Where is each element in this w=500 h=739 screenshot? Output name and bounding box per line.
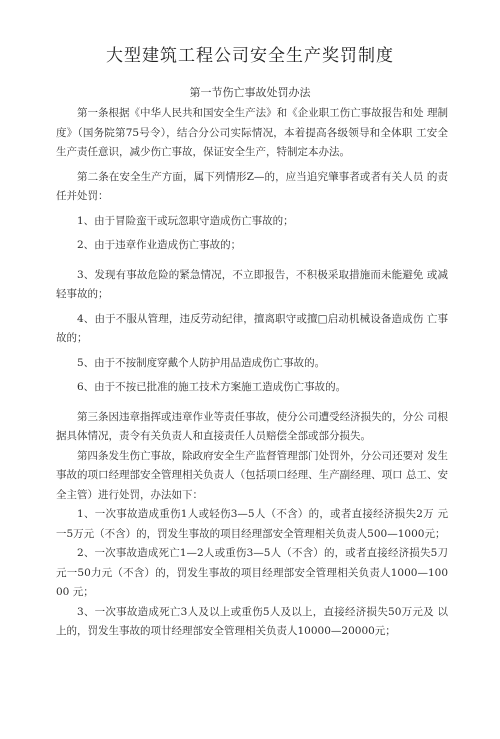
list-item-2: 2、由于违章作业造成伤亡事故的； <box>77 239 242 251</box>
paragraph-article-4: 第四条发生伤亡事故，除政府安全生产监督管理部门处罚外，分公司还要对 发生事故的项口经理部安全管理相关负责人（包括项口经理、生产副经理、项口 总工、安全主管）进行处罚，办法如下： <box>56 449 448 501</box>
paragraph-article-1: 第一条根据《中华人民共和国安全生产法》和《企业职工伤亡事故报告和处 理制度》（国务院第75号令），结合分公司实际情况，本着提高各级领导和全体职 工安全生产责任意识，减少伤亡事故，保证安全生产，特制定本办法。 <box>56 107 448 158</box>
list-item-1: 1、由于冒险蛮干或玩忽职守造成伤亡事故的； <box>77 214 294 227</box>
paragraph-article-3: 第三条因违章指挥或违章作业等责任事故，使分公司遭受经济损失的，分公 司根据具体情况，责令有关负责人和直接责任人员赔偿全部或部分损失。 <box>56 410 448 442</box>
list-item-5: 5、由于不按制度穿戴个人防护用品造成伤亡事故的。 <box>77 356 326 369</box>
section-heading: 第一节伤亡事故处罚办法 <box>189 86 311 99</box>
list-item-3: 3、发现有事故危险的紧急情况，不立即报告，不积极采取措施而未能避免 或减轻事故的； <box>56 268 448 300</box>
paragraph-article-2: 第二条在安全生产方面，属下列情形Z—的，应当追究肇事者或者有关人员 的责任并处罚： <box>56 170 448 202</box>
document-title: 大型建筑工程公司安全生产奖罚制度 <box>106 46 394 66</box>
penalty-item-1: 1、一次事故造成重伤1人或轻伤3—5人（不含）的，或者直接经济损失2万 元一5万元（不含）的，罚发生事故的项目经理部安全管理相关负责人500—1000元； <box>56 508 448 540</box>
list-item-6: 6、由于不按已批准的施工技术方案施工造成伤亡事故的。 <box>77 381 347 393</box>
penalty-item-2: 2、一次事故造成死亡1—2人或重伤3—5人（不含）的，或者直接经济损失5刀 元一50力元（不含）的，罚发生事故的项目经理部安全管理相关负责人1000—10000 元； <box>56 547 448 598</box>
document-body <box>56 104 448 642</box>
penalty-item-3: 3、一次事故造成死亡3人及以上或重伤5人及以上，直接经济损失50万元及 以上的，罚发生事故的项廿经理部安全管理相关负责人10000—20000元； <box>56 605 448 637</box>
list-item-4: 4、由于不服从管理，违反劳动纪律，擅离职守或擅□启动机械设备造成伤 亡事故的； <box>56 312 448 344</box>
